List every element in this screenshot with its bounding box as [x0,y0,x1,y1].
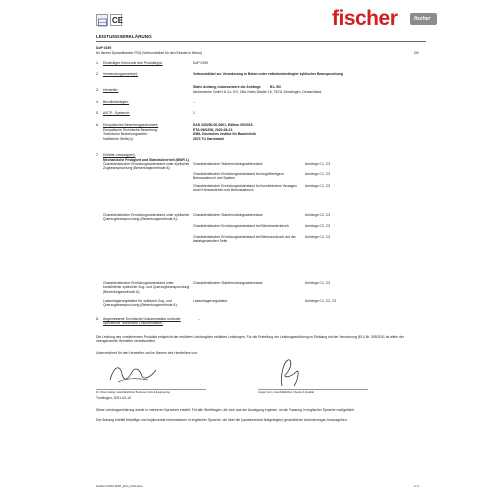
item-6-number: 6. [96,123,99,127]
item-4-label: Bevollmächtigter: [103,100,130,104]
subtitle: für fischer Dynamikanker FDA (Verbunddübel für den Einsatz in Beton) [96,51,203,55]
signature-1-icon [104,360,164,388]
item-7-number: 7. [96,153,99,157]
item-3-value-line2: fischerwerke GmbH & Co. KG, Otto-Hahn-Straße 15, 79211 Denzlingen, Deutschland [193,89,322,94]
item-6-label-tab: Technische Bewertungsstelle: [103,132,148,136]
item-5-number: 5. [96,111,99,115]
item-6-value-eta: ETA-09/0208; 2020-06-23 [193,127,233,132]
page-title: LEISTUNGSERKLÄRUNG [96,34,152,39]
section-heading: Mechanische Festigkeit und Standsicherheit (BWR 1) [103,157,189,162]
declaration-paragraph: Die Leistung des vorstehenden Produkts entspricht der erklärten Leistung/den erklärten Leistungen. Für die Erstellung der Leistungserklärung im Einklang mit der Verordnung (EU) Nr. 305/2011 ist allein der obengenannte Hersteller verantwortlich. [96,335,404,344]
item-8-value: -- [198,317,201,321]
item-3-label: Hersteller: [103,88,119,92]
signed-for-paragraph: Unterzeichnet für den Hersteller und im Namen des Herstellers von: [96,351,198,355]
item-6-value-notified: 2873 TU Darmstadt [193,136,224,141]
item-1-label: Eindeutiger Kenncode des Produkttyps: [103,61,163,65]
item-6-value-ead: EAD 330250-00-0601, Edition 09/2015 [193,123,253,127]
perf-right-6: Anhänge C2, C3 [305,235,331,239]
item-2-value: Verbunddübel zur Verankerung in Beton unter erdbebenbedingter zyklischer Beanspruchung [193,72,343,76]
perf-right-3: Anhänge C1, C3 [305,184,331,188]
item-7-label: Erklärte Leistung(en): [103,153,136,157]
fischer-logo: fischer [332,7,398,30]
item-2-label: Verwendungszweck(e): [103,72,139,76]
language-code: DE [414,51,419,55]
item-4-number: 4. [96,100,99,104]
perf-mid-4: Charakteristischer Stahlermüdungswiderstand [193,213,263,217]
footer-page-number: 1/ 1 [414,484,420,488]
signature-2-icon [268,356,308,390]
perf-mid-1: Charakteristischer Stahlermüdungswiderstand [193,162,263,166]
place-date: Tumlingen, 2021-03-10 [96,396,131,400]
perf-right-4: Anhänge C2, C3 [305,213,331,217]
item-5-label: AVCP - System/e: [103,111,131,115]
footer-filename: Fischer DATA DOP_ECs_FA6.xlsm [96,484,143,488]
item-6-value-tab: DIBt- Deutsches Institut für Bautechnik [193,132,257,136]
fish-badge-icon [410,13,437,25]
perf-left-7: Charakteristischer Ermüdungswiderstand unter kombinierter zyklischer Zug- und Querzugbeanspruchung (Bewertungsmethode A): [103,281,190,294]
item-5-value: 1 [193,111,195,115]
item-1-value: DoP 0199 [193,61,209,65]
signature-1-line [96,389,206,390]
fish-badge-label: fischer [414,16,431,22]
dop-number: DoP 0199 [96,46,112,50]
item-3-number: 3. [96,88,99,92]
signer-2-name: Jürgen Grün, Geschäftsführer Chemie & Qualität [258,391,315,394]
ce-mark-label: CE [112,16,124,25]
item-8-label: Angemessene Technische Dokumentation und/oder Spezifische Technische Dokumentation: [103,317,181,326]
item-1-number: 1. [96,61,99,65]
perf-mid-2: Charakteristischer Ermüdungswiderstand bei kegelförmigem Betonausbruch und Spalten [193,172,284,181]
language-note: Diese Leistungserklärung wurde in mehreren Sprachen erstellt. Für alle Streitfragen, die sich aus der Auslegung ergeben, ist die Fassung in englischer Sprache maßgeblich. [96,408,355,412]
item-3-value-line1: Stahe Anhang, insbesondere die Anhänge [193,85,261,89]
signature-2-line [258,389,368,390]
item-2-number: 2. [96,72,99,76]
item-6-label-notified: Notifizierte Stelle(n): [103,136,134,141]
perf-left-4: Charakteristischer Ermüdungswiderstand unter zyklischer Querzugbeanspruchung (Bewertungsmethode A): [103,213,190,222]
item-6-label-ead: Europäisches Bewertungsdokument: [103,123,159,127]
item-8-number: 8. [96,317,99,321]
perf-mid-6: Charakteristischer Ermüdungswiderstand bei Betonausbruch auf der lastabgewandten Seite [193,235,296,244]
perf-right-5: Anhänge C2, C3 [305,224,331,228]
perf-mid-8: Lastumlagerungsfaktor [193,299,228,303]
item-4-value: -- [193,100,196,104]
item-3-value-annex: B1- B3 [270,85,281,89]
perf-right-7: Anhänge C1, C3 [305,281,331,285]
perf-mid-7: Charakteristischer Stahlermüdungswiderstand [193,281,263,285]
title-divider [96,41,426,42]
perf-mid-5: Charakteristischer Ermüdungswiderstand bei Betonkantenbruch [193,224,289,228]
ce-mark [110,14,122,26]
perf-right-8: Anhänge C1, C2, C3 [305,299,337,303]
annex-note: Der Anhang enthält freiwillige und ergänzende Informationen in englischer Sprache, die über die (sprachneutral festgelegten) gesetzlichen Anforderungen hinausgehen. [96,418,348,422]
perf-right-2: Anhänge C1, C3 [305,172,331,176]
certification-mark-icon [96,14,108,26]
perf-mid-3: Charakteristischer Ermüdungswiderstand bei kombiniertem Versagen durch Herausziehen und Betonausbruch [193,184,298,193]
signer-1-name: Dr. Oliver Geibig, Geschäftsführer Business Units & Engineering [96,391,170,394]
perf-left-1: Charakteristischer Ermüdungswiderstand unter zyklischer Zugbeanspruchung (Bewertungsmethode A): [103,162,190,171]
perf-left-8: Lastumlagerungsfaktor für zyklische Zug- und Querzugbeanspruchung (Bewertungsmethode A): [103,299,178,308]
item-6-label-eta: Europäische Technische Bewertung: [103,127,158,132]
perf-right-1: Anhänge C1, C3 [305,162,331,166]
